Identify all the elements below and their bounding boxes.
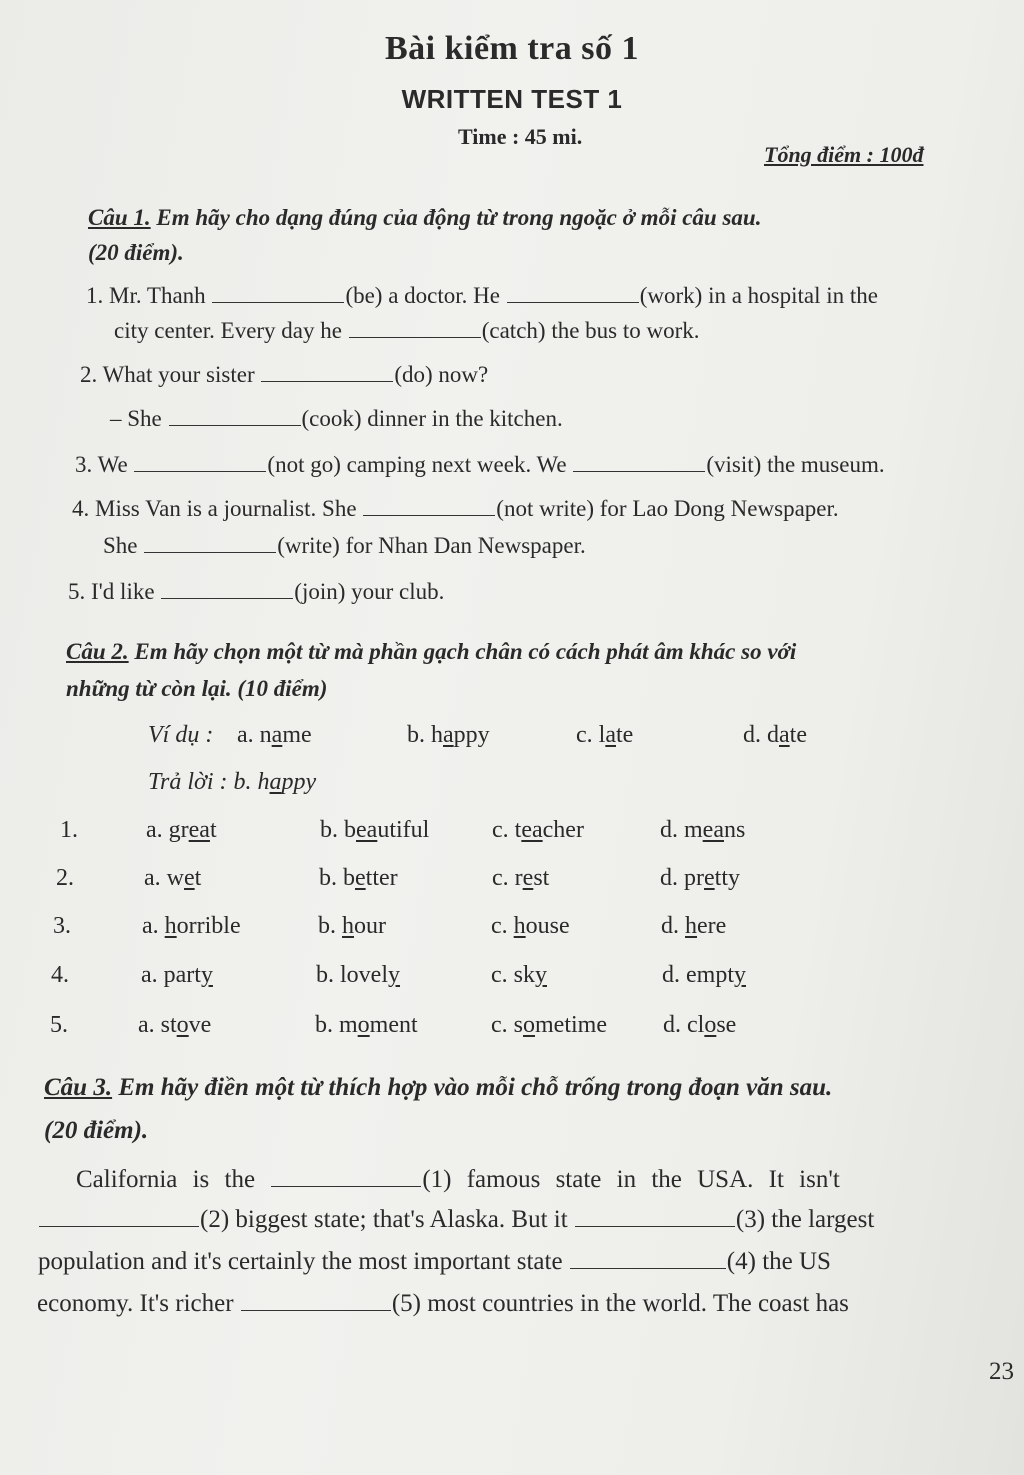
option-a[interactable]: a. party <box>141 962 213 988</box>
q3-paragraph-line-3: population and it's certainly the most important state (4) the US <box>38 1248 831 1275</box>
option-b[interactable]: b. hour <box>318 913 386 939</box>
answer-blank[interactable] <box>212 284 344 303</box>
q2-instruction-cont: những từ còn lại. (10 điểm) <box>66 676 328 701</box>
example-option-d: d. date <box>743 722 807 748</box>
option-d[interactable]: d. here <box>661 913 727 939</box>
total-score: Tổng điểm : 100đ <box>764 142 924 167</box>
q1-label: Câu 1. <box>88 205 151 230</box>
time-limit: Time : 45 mi. <box>458 124 583 149</box>
row-number: 4. <box>51 962 69 988</box>
option-a[interactable]: a. horrible <box>142 913 241 939</box>
row-number: 1. <box>60 817 78 843</box>
row-number: 2. <box>56 865 74 891</box>
answer-blank-1[interactable] <box>271 1168 421 1187</box>
option-a[interactable]: a. wet <box>144 865 202 891</box>
option-c[interactable]: c. rest <box>492 865 550 891</box>
q3-heading <box>44 1074 832 1102</box>
option-b[interactable]: b. beautiful <box>320 817 430 843</box>
option-c[interactable]: c. sky <box>491 962 547 988</box>
example-option-c: c. late <box>576 722 634 748</box>
q1-heading <box>88 205 761 231</box>
answer-blank-4[interactable] <box>570 1250 726 1269</box>
answer-blank[interactable] <box>507 284 639 303</box>
option-d[interactable]: d. pretty <box>660 865 740 891</box>
q1-sentence-1: 1. Mr. Thanh (be) a doctor. He (work) in a hospital in the <box>86 283 878 308</box>
answer-blank-3[interactable] <box>575 1208 735 1227</box>
page-title: Bài kiểm tra số 1 <box>384 30 640 67</box>
q3-label: Câu 3. <box>44 1074 113 1101</box>
answer-blank[interactable] <box>261 363 393 382</box>
example-answer: Trả lời : b. happy <box>148 769 317 795</box>
q2-heading <box>66 639 796 665</box>
option-b[interactable]: b. moment <box>315 1012 418 1038</box>
option-d[interactable]: d. close <box>663 1012 737 1038</box>
q3-instruction: Em hãy điền một từ thích hợp vào mỗi chỗ trống trong đoạn văn sau. <box>112 1074 833 1101</box>
option-c[interactable]: c. teacher <box>492 817 584 843</box>
q3-paragraph-line-1: California is the (1) famous state in the USA. It isn't <box>76 1166 840 1193</box>
page-subtitle: WRITTEN TEST 1 <box>401 84 623 114</box>
q1-sentence-5: 5. I'd like (join) your club. <box>68 579 445 604</box>
option-d[interactable]: d. empty <box>662 962 746 988</box>
q1-sentence-2-reply: – She (cook) dinner in the kitchen. <box>110 406 563 431</box>
answer-blank[interactable] <box>134 453 266 472</box>
option-b[interactable]: b. lovely <box>316 962 400 988</box>
answer-blank-2[interactable] <box>39 1208 199 1227</box>
q1-sentence-2: 2. What your sister (do) now? <box>80 362 489 387</box>
answer-blank[interactable] <box>349 319 481 338</box>
answer-blank[interactable] <box>169 407 301 426</box>
q3-points: (20 điểm). <box>44 1117 149 1144</box>
answer-blank[interactable] <box>363 497 495 516</box>
option-a[interactable]: a. stove <box>138 1012 212 1038</box>
q1-instruction: Em hãy cho dạng đúng của động từ trong ngoặc ở mỗi câu sau. <box>150 205 762 230</box>
q1-sentence-1-cont: city center. Every day he (catch) the bus to work. <box>114 318 700 343</box>
q2-instruction: Em hãy chọn một từ mà phần gạch chân có cách phát âm khác so với <box>128 639 797 664</box>
page-number: 23 <box>989 1358 1014 1385</box>
q1-points: (20 điểm). <box>88 240 184 265</box>
option-d[interactable]: d. means <box>660 817 746 843</box>
example-option-b: b. happy <box>407 722 490 748</box>
row-number: 5. <box>50 1012 68 1038</box>
answer-blank-5[interactable] <box>241 1292 391 1311</box>
row-number: 3. <box>53 913 71 939</box>
q1-sentence-4-cont: She (write) for Nhan Dan Newspaper. <box>103 533 586 558</box>
example-option-a: a. name <box>237 722 312 748</box>
option-b[interactable]: b. better <box>319 865 398 891</box>
example-label: Ví dụ : <box>148 722 214 748</box>
q1-sentence-4: 4. Miss Van is a journalist. She (not write) for Lao Dong Newspaper. <box>72 496 839 521</box>
q1-sentence-3: 3. We (not go) camping next week. We (visit) the museum. <box>75 452 885 477</box>
q3-paragraph-line-4: economy. It's richer (5) most countries in the world. The coast has <box>37 1290 849 1317</box>
answer-blank[interactable] <box>573 453 705 472</box>
q2-label: Câu 2. <box>66 639 129 664</box>
answer-blank[interactable] <box>144 534 276 553</box>
answer-blank[interactable] <box>161 580 293 599</box>
option-c[interactable]: c. sometime <box>491 1012 607 1038</box>
option-a[interactable]: a. great <box>146 817 217 843</box>
q3-paragraph-line-2: (2) biggest state; that's Alaska. But it (3) the largest <box>38 1206 874 1234</box>
option-c[interactable]: c. house <box>491 913 570 939</box>
